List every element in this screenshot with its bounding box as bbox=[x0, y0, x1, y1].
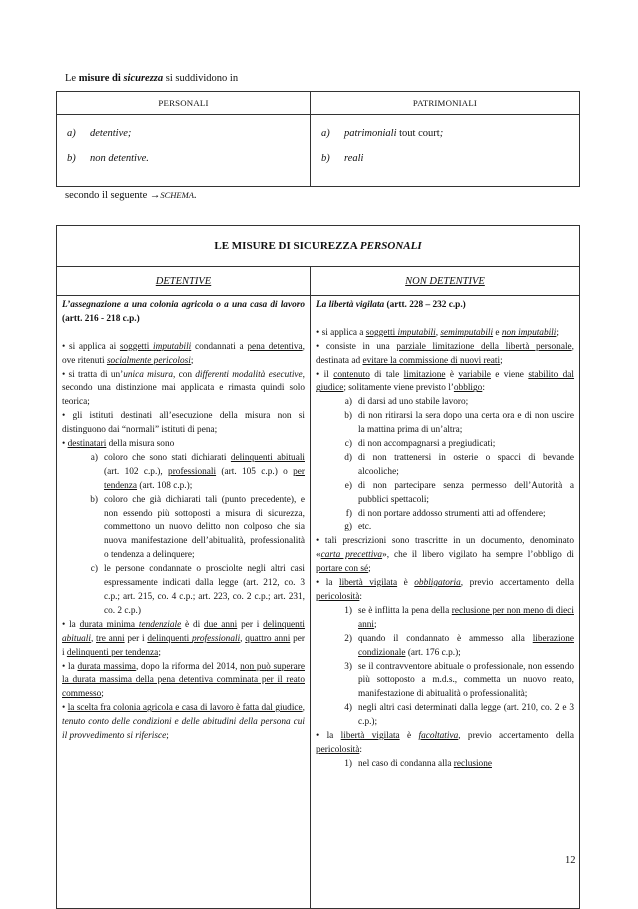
left-p7: • la scelta fra colonia agricola e casa di lavoro è fatta dal giudice, tenuto conto delle condizioni e delle abitudini della persona cui il provvedimento si riferisce; bbox=[62, 703, 305, 742]
list-item: c) di non accompagnarsi a pregiudicati; bbox=[344, 439, 496, 450]
list-item: b) reali bbox=[321, 153, 364, 164]
patrimoniali-header: PATRIMONIALI bbox=[311, 92, 580, 115]
detentive-cell bbox=[57, 296, 311, 909]
list-item: f) di non portare addosso strumenti atti ad offendere; bbox=[345, 508, 546, 519]
right-p2: • consiste in una parziale limitazione della libertà personale, destinata ad evitare la commissione di nuovi reati; bbox=[316, 341, 574, 366]
right-p5: • la libertà vigilata è obbligatoria, previo accertamento della pericolosità: bbox=[316, 578, 574, 603]
left-p2: • si tratta di un’unica misura, con differenti modalità esecutive, secondo una distinzione mai applicata e rimasta quindi solo teorica; bbox=[62, 369, 305, 408]
left-p6: • la durata massima, dopo la riforma del 2014, non può superare la durata massima della pena detentiva comminata per il reato commesso; bbox=[62, 661, 305, 700]
intro-bold-italic: sicurezza bbox=[123, 73, 164, 84]
intro-pre: Le bbox=[65, 73, 79, 84]
list-item: b) coloro che già dichiarati tali (punto precedente), e non essendo più sottoposti a misura di sicurezza, commettono un nuovo delitto non colposo che sia nuova manifestazione dell’abitualità, professionalità o tendenza a delinquere; bbox=[90, 494, 305, 561]
non-detentive-cell bbox=[311, 296, 580, 909]
mandatory-cases-list bbox=[316, 605, 574, 730]
patrimoniali-list bbox=[311, 121, 579, 171]
left-p1: • si applica ai soggetti imputabili condannati a pena detentiva, ove ritenuti socialmente pericolosi; bbox=[62, 341, 305, 366]
personali-header: PERSONALI bbox=[57, 92, 311, 115]
list-item: a) patrimoniali tout court; bbox=[321, 128, 444, 139]
list-item: g) etc. bbox=[344, 522, 372, 533]
list-item: e) di non partecipare senza permesso dell’Autorità a pubblici spettacoli; bbox=[344, 480, 574, 505]
list-item: 4) negli altri casi determinati dalla legge (art. 210, co. 2 e 3 c.p.); bbox=[344, 703, 574, 728]
intro-sentence bbox=[65, 73, 238, 84]
detentive-header: DETENTIVE bbox=[57, 267, 311, 296]
optional-cases-list bbox=[316, 758, 574, 772]
left-p4: • destinatari della misura sono bbox=[62, 439, 175, 450]
personal-measures-table bbox=[56, 225, 580, 909]
table-title: LE MISURE DI SICUREZZA PERSONALI bbox=[57, 226, 580, 267]
list-item: 3) se il contravventore abituale o professionale, non essendo più sottoposto a m.d.s., commetta un nuovo reato, manifestazione di abitualità o professionalità; bbox=[344, 661, 574, 700]
list-item: 2) quando il condannato è ammesso alla liberazione condizionale (art. 176 c.p.); bbox=[344, 633, 574, 658]
types-table bbox=[56, 91, 580, 187]
list-item: a) di darsi ad uno stabile lavoro; bbox=[344, 397, 469, 408]
left-p3: • gli istituti destinati all’esecuzione della misura non si distinguono dai “normali” istituti di pena; bbox=[62, 411, 305, 436]
patrimoniali-cell bbox=[311, 115, 580, 187]
personali-list bbox=[57, 121, 310, 171]
obligations-list bbox=[316, 396, 574, 535]
right-p3: • il contenuto di tale limitazione è variabile e viene stabilito dal giudice; solitamente viene previsto l’obbligo: bbox=[316, 369, 575, 394]
left-heading: L’assegnazione a una colonia agricola o a una casa di lavoro (artt. 216 - 218 c.p.) bbox=[62, 300, 305, 324]
recipients-list bbox=[62, 452, 305, 619]
personali-cell bbox=[57, 115, 311, 187]
arrow-icon: → bbox=[149, 190, 161, 201]
list-item: a) detentive; bbox=[67, 128, 132, 139]
right-heading: La libertà vigilata (artt. 228 – 232 c.p.) bbox=[316, 300, 466, 310]
list-item: 1) nel caso di condanna alla reclusione bbox=[344, 758, 492, 769]
intro-post: si suddividono in bbox=[163, 73, 239, 84]
list-item: b) non detentive. bbox=[67, 153, 149, 164]
intro-bold: misure di bbox=[78, 73, 124, 84]
list-item: c) le persone condannate o prosciolte negli altri casi espressamente indicati dalla legge (art. 212, co. 3 c.p.; art. 215, co. 4 c.p.; art. 223, co. 2 c.p.; art. 231, co. 2 c.p.) bbox=[90, 564, 305, 616]
right-p6: • la libertà vigilata è facoltativa, previo accertamento della pericolosità: bbox=[316, 731, 574, 755]
list-item: d) di non trattenersi in osterie o spacci di bevande alcooliche; bbox=[344, 452, 574, 477]
right-p1: • si applica a soggetti imputabili, semimputabili e non imputabili; bbox=[316, 327, 559, 338]
left-p5: • la durata minima tendenziale è di due anni per i delinquenti abituali, tre anni per i delinquenti professionali, quattro anni per i delinquenti per tendenza; bbox=[62, 619, 305, 658]
list-item: 1) se è inflitta la pena della reclusione per non meno di dieci anni; bbox=[344, 605, 574, 630]
list-item: a) coloro che sono stati dichiarati delinquenti abituali (art. 102 c.p.), professionali (art. 105 c.p.) o per tendenza (art. 108 c.p.); bbox=[90, 452, 305, 491]
page-number: 12 bbox=[565, 855, 576, 866]
list-item: b) di non ritirarsi la sera dopo una certa ora e di non uscire la mattina prima di un’altra; bbox=[344, 411, 574, 436]
right-p4: • tali prescrizioni sono trascritte in un documento, denominato «carta precettiva», che il libero vigilato ha sempre l’obbligo di portare con sé; bbox=[316, 536, 574, 575]
schema-line: secondo il seguente →SCHEMA. bbox=[65, 190, 197, 201]
non-detentive-header: NON DETENTIVE bbox=[311, 267, 580, 296]
